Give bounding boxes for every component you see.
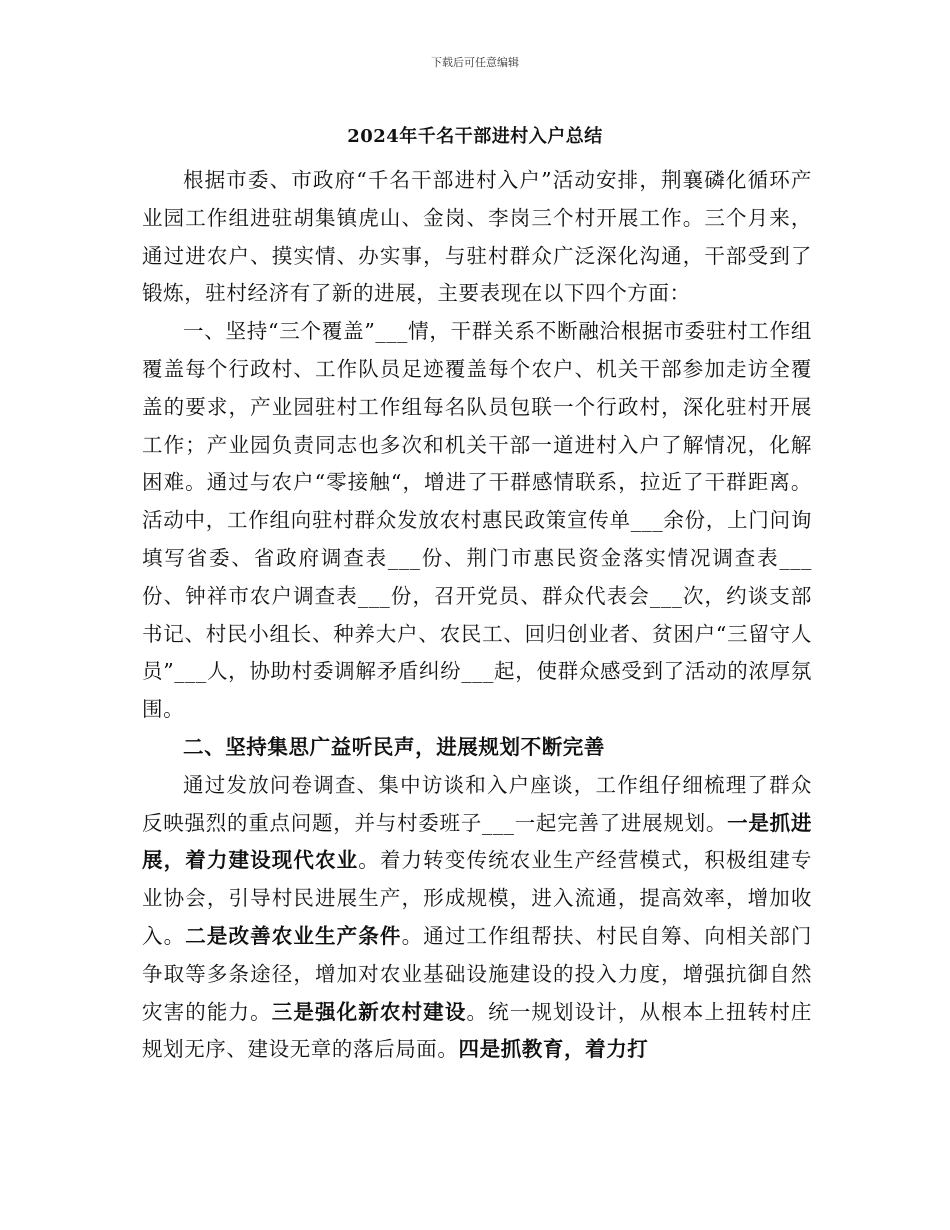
document-title: 2024年千名干部进村入户总结 bbox=[347, 126, 603, 147]
paragraph-text: 通过发放问卷调查、集中访谈和入户座谈，工作组仔细梳理了群众反映强烈的重点问题，并与村委班子___一起完善了进展规划。 bbox=[142, 772, 812, 835]
document-body bbox=[142, 162, 812, 1069]
bold-point-one: 一是抓进展，着力建设现代农业 bbox=[142, 810, 813, 873]
page-header-note: 下载后可任意编辑 bbox=[431, 56, 519, 69]
paragraph-text: 。统一规划设计，从根本上扭转村庄规划无序、建设无章的落后局面。 bbox=[142, 999, 812, 1062]
bold-point-four: 四是抓教育，着力打 bbox=[458, 1037, 649, 1062]
paragraph-text: 。通过工作组帮扶、村民自筹、向相关部门争取等多条途径，增加对农业基础设施建设的投入力度，增强抗御自然灾害的能力。 bbox=[142, 923, 812, 1024]
intro-paragraph: 根据市委、市政府“千名干部进村入户”活动安排，荆襄磷化循环产业园工作组进驻胡集镇虎山、金岗、李岗三个村开展工作。三个月来，通过进农户、摸实情、办实事，与驻村群众广泛深化沟通，干部受到了锻炼，驻村经济有了新的进展，主要表现在以下四个方面： bbox=[142, 168, 812, 306]
section-one-paragraph: 一、坚持“三个覆盖”___情，干群关系不断融洽根据市委驻村工作组覆盖每个行政村、工作队员足迹覆盖每个农户、机关干部参加走访全覆盖的要求，产业园驻村工作组每名队员包联一个行政村，深化驻村开展工作；产业园负责同志也多次和机关干部一道进村入户了解情况，化解困难。通过与农户“零接触“，增进了干群感情联系，拉近了干群距离。活动中，工作组向驻村群众发放农村惠民政策宣传单___余份，上门问询填写省委、省政府调查表___份、荆门市惠民资金落实情况调查表___份、钟祥市农户调查表___份，召开党员、群众代表会___次，约谈支部书记、村民小组长、种养大户、农民工、回归创业者、贫困户“三留守人员”___人，协助村委调解矛盾纠纷___起，使群众感受到了活动的浓厚氛围。 bbox=[142, 319, 812, 722]
paragraph-text: 。着力转变传统农业生产经营模式，积极组建专业协会，引导村民进展生产，形成规模，进入流通，提高效率，增加收入。 bbox=[142, 848, 812, 948]
section-two-paragraph bbox=[142, 767, 812, 1069]
section-two-heading: 二、坚持集思广益听民声，进展规划不断完善 bbox=[183, 734, 605, 759]
bold-point-three: 三是强化新农村建设 bbox=[271, 999, 467, 1024]
bold-point-two: 二是改善农业生产条件 bbox=[185, 923, 402, 948]
